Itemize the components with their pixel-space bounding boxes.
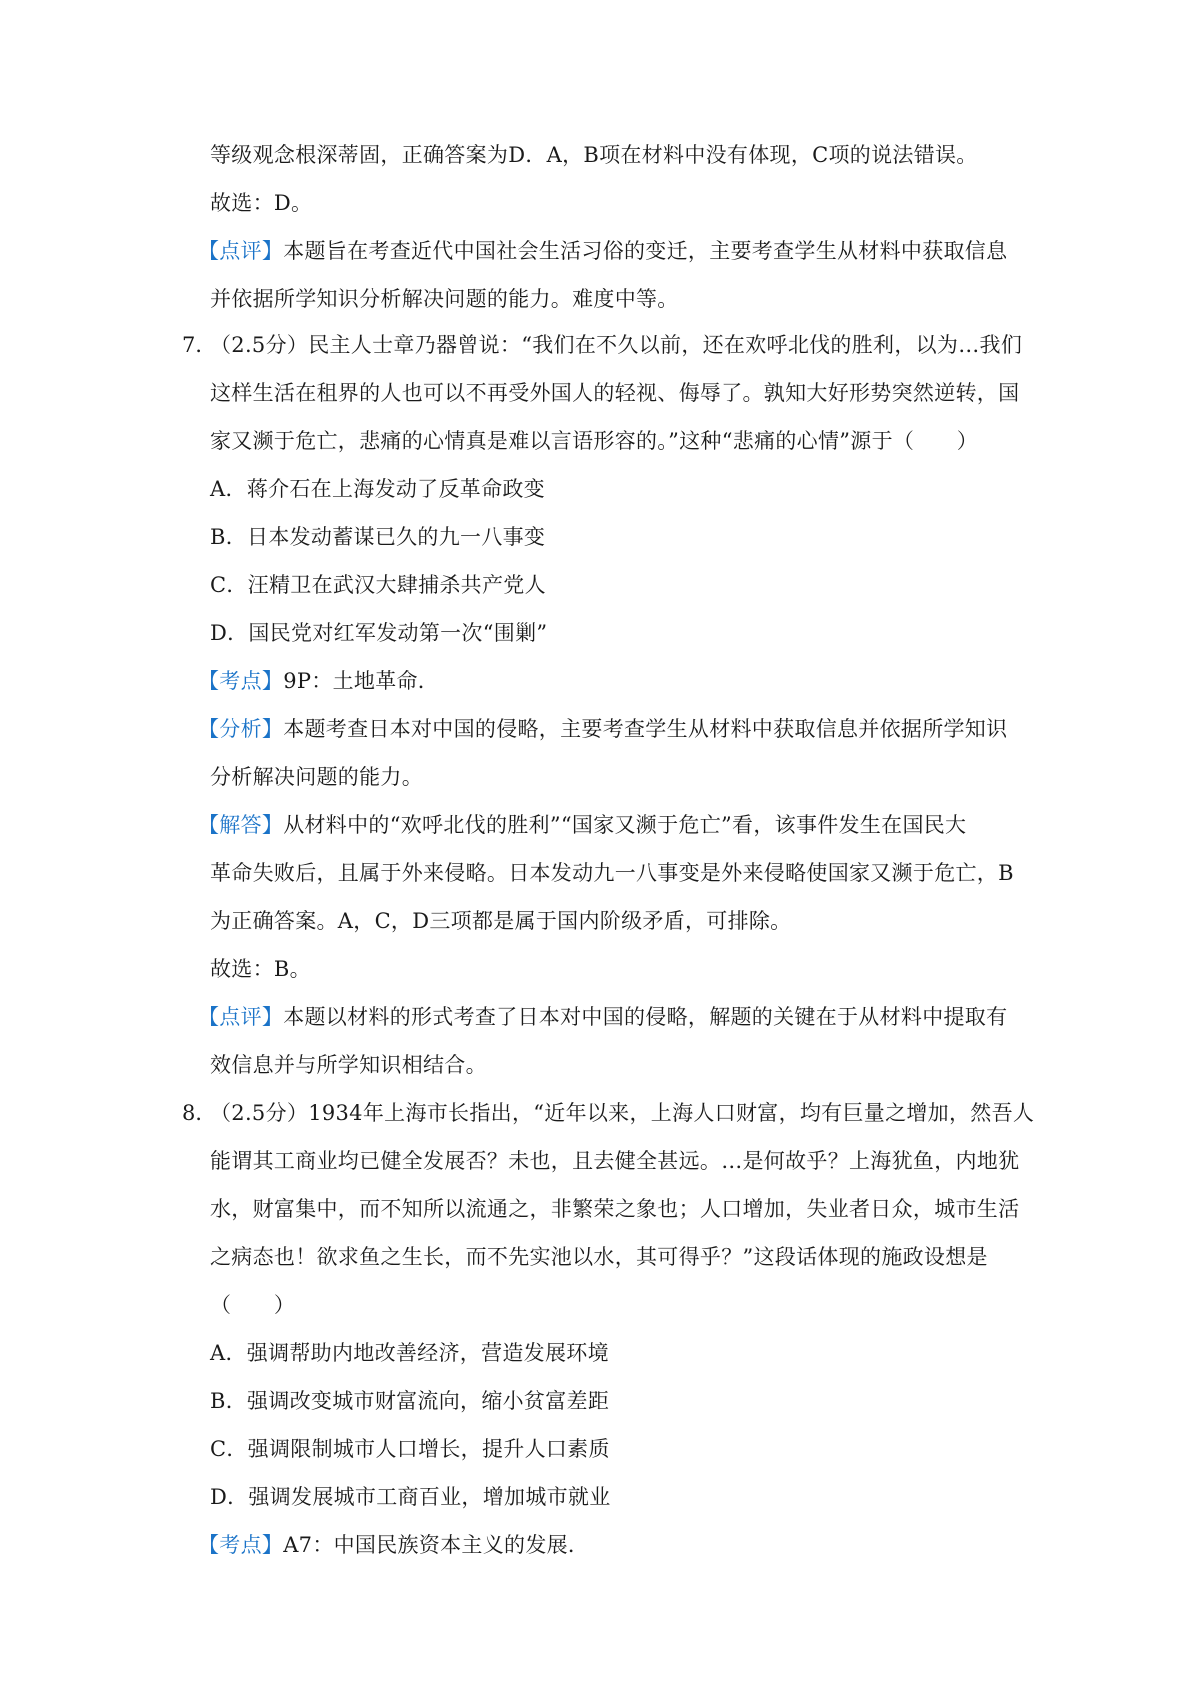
question-stem: （2.5分）民主人士章乃器曾说：“我们在不久以前，还在欢呼北伐的胜利，以为…我们 <box>210 333 1023 357</box>
fenxi-paragraph <box>198 714 1007 744</box>
kaodian-tag: 【考点】 <box>198 1533 284 1557</box>
review-paragraph <box>198 236 1007 266</box>
review-text-cont: 并依据所学知识分析解决问题的能力。难度中等。 <box>210 287 679 311</box>
question-stem: 之病态也！欲求鱼之生长，而不先实池以水，其可得乎？”这段话体现的施政设想是 <box>210 1245 988 1269</box>
option-b: B．强调改变城市财富流向，缩小贫富差距 <box>210 1389 610 1413</box>
option-a: A．强调帮助内地改善经济，营造发展环境 <box>210 1341 609 1365</box>
question-number: 7． <box>182 333 217 357</box>
question-stem: （ ） <box>210 1293 296 1317</box>
option-d: D．强调发展城市工商百业，增加城市就业 <box>210 1485 611 1509</box>
question-stem: 家又濒于危亡，悲痛的心情真是难以言语形容的。”这种“悲痛的心情”源于（ ） <box>210 429 979 453</box>
fenxi-text: 本题考查日本对中国的侵略，主要考查学生从材料中获取信息并依据所学知识 <box>283 717 1008 741</box>
jieda-text: 从材料中的“欢呼北伐的胜利”“国家又濒于危亡”看，该事件发生在国民大 <box>283 813 967 837</box>
kaodian-paragraph <box>198 1530 589 1560</box>
option-a: A．蒋介石在上海发动了反革命政变 <box>210 477 545 501</box>
review-tag: 【点评】 <box>198 239 284 263</box>
analysis-text: 等级观念根深蒂固，正确答案为D．A，B项在材料中没有体现，C项的说法错误。 <box>210 143 978 167</box>
question-stem: 这样生活在租界的人也可以不再受外国人的轻视、侮辱了。孰知大好形势突然逆转，国 <box>210 381 1020 405</box>
kaodian-paragraph <box>198 666 439 696</box>
option-b: B．日本发动蓄谋已久的九一八事变 <box>210 525 546 549</box>
option-d: D．国民党对红军发动第一次“围剿” <box>210 621 548 645</box>
jieda-text-cont: 革命失败后，且属于外来侵略。日本发动九一八事变是外来侵略使国家又濒于危亡，B <box>210 861 1014 885</box>
review-text: 本题以材料的形式考查了日本对中国的侵略，解题的关键在于从材料中提取有 <box>283 1005 1008 1029</box>
jieda-tag: 【解答】 <box>198 813 284 837</box>
fenxi-text-cont: 分析解决问题的能力。 <box>210 765 423 789</box>
review-tag: 【点评】 <box>198 1005 284 1029</box>
answer-choice: 故选：B。 <box>210 957 311 981</box>
review-paragraph <box>198 1002 1007 1032</box>
kaodian-text: A7：中国民族资本主义的发展． <box>283 1533 590 1557</box>
question-stem: 能谓其工商业均已健全发展否？未也，且去健全甚远。…是何故乎？上海犹鱼，内地犹 <box>210 1149 1020 1173</box>
option-c: C．汪精卫在武汉大肆捕杀共产党人 <box>210 573 546 597</box>
jieda-paragraph <box>198 810 966 840</box>
question-stem: （2.5分）1934年上海市长指出，“近年以来，上海人口财富，均有巨量之增加，然吾人 <box>210 1101 1035 1125</box>
kaodian-tag: 【考点】 <box>198 669 284 693</box>
kaodian-text: 9P：土地革命． <box>283 669 440 693</box>
answer-choice: 故选：D。 <box>210 191 313 215</box>
jieda-text-cont: 为正确答案。A，C，D三项都是属于国内阶级矛盾，可排除。 <box>210 909 792 933</box>
question-stem: 水，财富集中，而不知所以流通之，非繁荣之象也；人口增加，失业者日众，城市生活 <box>210 1197 1020 1221</box>
review-text: 本题旨在考查近代中国社会生活习俗的变迁，主要考查学生从材料中获取信息 <box>283 239 1008 263</box>
fenxi-tag: 【分析】 <box>198 717 284 741</box>
question-number: 8． <box>182 1101 217 1125</box>
option-c: C．强调限制城市人口增长，提升人口素质 <box>210 1437 610 1461</box>
review-text-cont: 效信息并与所学知识相结合。 <box>210 1053 487 1077</box>
